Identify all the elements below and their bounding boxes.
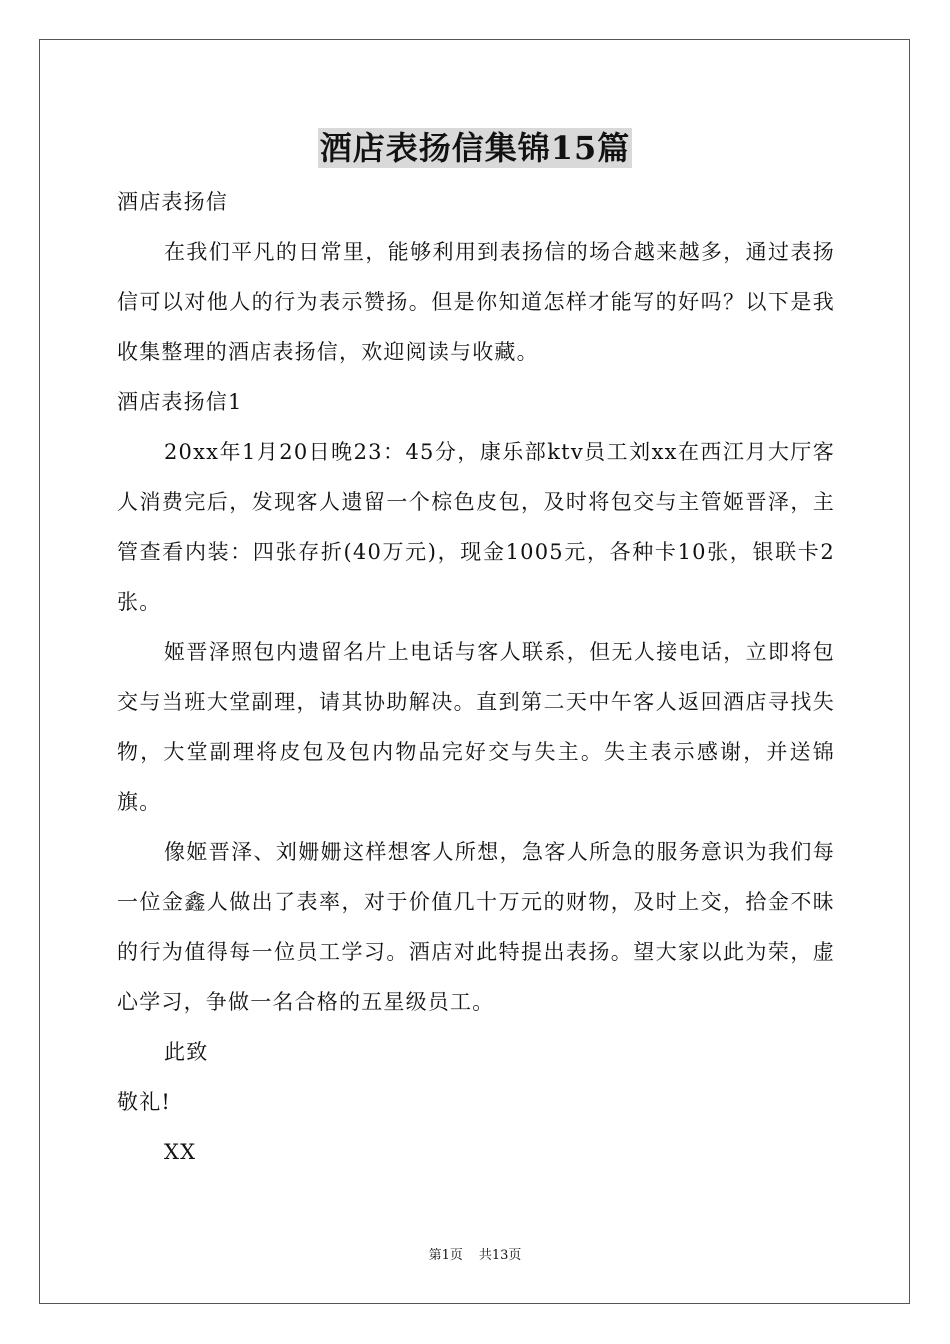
document-title: 酒店表扬信集锦15篇 [319, 129, 631, 167]
signature: XX [164, 1140, 197, 1164]
letter-paragraph-2: 姬晋泽照包内遗留名片上电话与客人联系，但无人接电话，立即将包交与当班大堂副理，请其协助解决。直到第二天中午客人返回酒店寻找失物，大堂副理将皮包及包内物品完好交与失主。失主表示感谢，并送锦旗。 [117, 640, 835, 814]
intro-paragraph: 在我们平凡的日常里，能够利用到表扬信的场合越来越多，通过表扬信可以对他人的行为表示赞扬。但是你知道怎样才能写的好吗？以下是我收集整理的酒店表扬信，欢迎阅读与收藏。 [117, 240, 835, 364]
document-body [117, 177, 835, 1177]
letter-paragraph-1: 20xx年1月20日晚23：45分，康乐部ktv员工刘xx在西江月大厅客人消费完后，发现客人遗留一个棕色皮包，及时将包交与主管姬晋泽，主管查看内装：四张存折(40万元)，现金1005元，各种卡10张，银联卡2张。 [117, 440, 835, 614]
page-footer [0, 1247, 950, 1265]
letter-paragraph-3: 像姬晋泽、刘姗姗这样想客人所想，急客人所急的服务意识为我们每一位金鑫人做出了表率，对于价值几十万元的财物，及时上交，拾金不昧的行为值得每一位员工学习。酒店对此特提出表扬。望大家以此为荣，虚心学习，争做一名合格的五星级员工。 [117, 840, 835, 1014]
closing-line: 此致 [164, 1040, 209, 1064]
page-number: 第1页 [428, 1248, 463, 1263]
salutation-line: 敬礼! [117, 1090, 172, 1114]
letter-title: 酒店表扬信1 [117, 390, 243, 414]
page-total: 共13页 [478, 1248, 522, 1263]
section-heading: 酒店表扬信 [117, 190, 228, 214]
title-container [0, 128, 950, 168]
